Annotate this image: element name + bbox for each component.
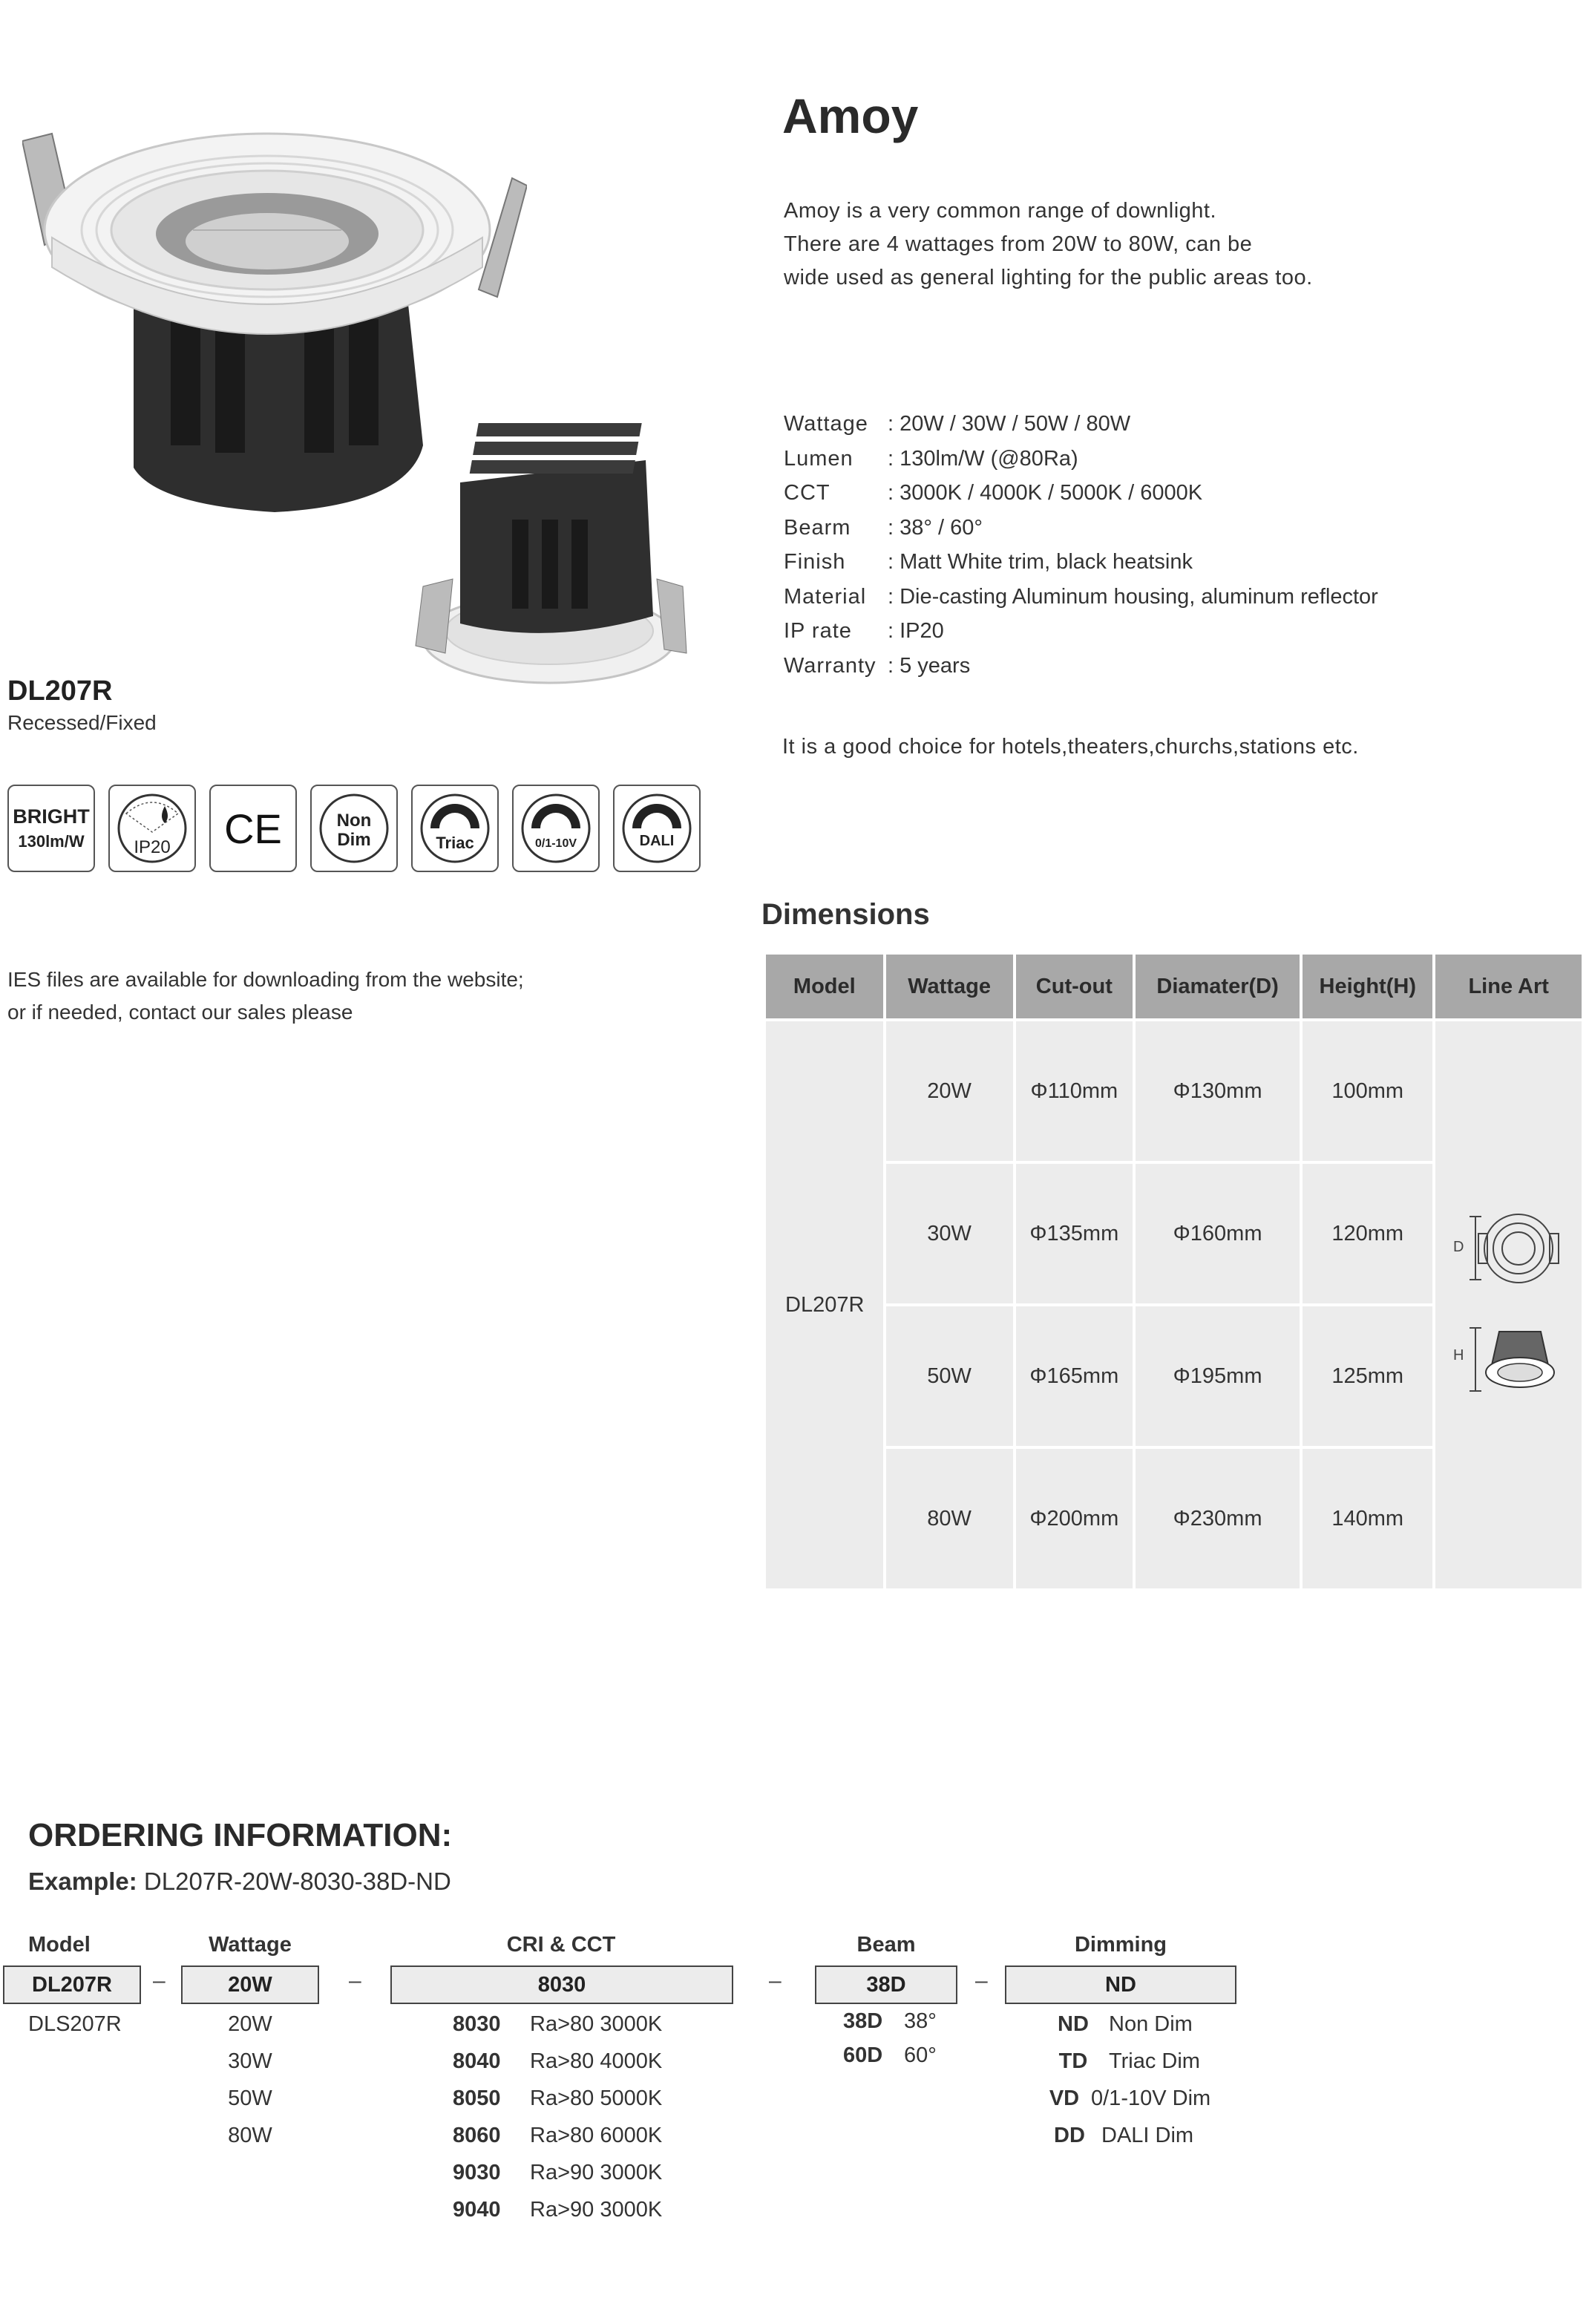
list-item: 80W: [228, 2124, 272, 2147]
spec-value: : Die-casting Aluminum housing, aluminum reflector: [888, 584, 1378, 609]
spec-row: [784, 614, 1378, 649]
cri-cct-options: [453, 2006, 662, 2228]
spec-value: : 130lm/W (@80Ra): [888, 446, 1078, 471]
dimming-column-header: Dimming: [1074, 1933, 1167, 1957]
downlight-back-image: [401, 401, 698, 698]
column-header: Line Art: [1435, 955, 1582, 1018]
lineart-d-label: D: [1452, 1239, 1464, 1255]
dimming-select-box[interactable]: ND: [1005, 1965, 1236, 2004]
dali-label: DALI: [639, 833, 675, 849]
cri-cct-select-box[interactable]: 8030: [390, 1965, 733, 2004]
dimmer-arc-icon: [430, 804, 479, 828]
list-item: 20W: [228, 2012, 272, 2036]
diameter-cell: Φ130mm: [1136, 1021, 1300, 1161]
option-code: 8060: [453, 2124, 501, 2147]
beam-column-header: Beam: [856, 1933, 916, 1957]
option-code: VD: [1049, 2086, 1080, 2110]
dimmer-arc-icon: [632, 804, 681, 828]
zero-ten-v-badge: [512, 785, 600, 872]
ip-label: IP20: [134, 837, 171, 857]
spec-key: Bearm: [784, 515, 851, 540]
column-header: Diamater(D): [1136, 955, 1300, 1018]
option-desc: 0/1-10V Dim: [1091, 2086, 1211, 2110]
ip20-badge: [108, 785, 196, 872]
list-item: [1038, 2043, 1210, 2080]
option-code: 8050: [453, 2086, 501, 2110]
dali-badge: [613, 785, 701, 872]
dimensions-table: [763, 952, 1585, 1591]
option-code: 60D: [843, 2043, 883, 2067]
intro-line: Amoy is a very common range of downlight.: [784, 199, 1217, 223]
list-item: [453, 2043, 662, 2080]
non-dim-line2: Dim: [337, 830, 371, 850]
list-item: [1038, 2006, 1210, 2043]
example-value: DL207R-20W-8030-38D-ND: [143, 1868, 451, 1895]
column-header: Model: [766, 955, 883, 1018]
mounting-type: Recessed/Fixed: [7, 711, 157, 734]
ordering-example: [28, 1868, 451, 1896]
product-title: Amoy: [782, 88, 919, 143]
ce-mark-icon: CE: [224, 805, 282, 852]
diameter-cell: Φ195mm: [1136, 1306, 1300, 1446]
wattage-cell: 50W: [886, 1306, 1013, 1446]
option-code: 38D: [843, 2009, 883, 2033]
droplet-icon: [162, 806, 168, 823]
list-item: [1038, 2080, 1210, 2117]
cutout-cell: Φ200mm: [1016, 1449, 1133, 1588]
beam-options: [843, 2004, 937, 2072]
wattage-options: [181, 2006, 319, 2154]
list-item: [453, 2080, 662, 2117]
spec-key: IP rate: [784, 619, 852, 643]
option-desc: Ra>80 5000K: [530, 2086, 663, 2110]
spec-key: Finish: [784, 550, 846, 574]
spec-row: [784, 511, 1378, 546]
option-desc: 38°: [904, 2009, 937, 2033]
cutout-cell: Φ110mm: [1016, 1021, 1133, 1161]
spec-list: [784, 407, 1378, 683]
spec-row: [784, 407, 1378, 442]
column-header: Height(H): [1303, 955, 1432, 1018]
dimmer-arc-icon: [531, 804, 580, 828]
spec-value: : Matt White trim, black heatsink: [888, 550, 1193, 574]
spec-key: Wattage: [784, 412, 868, 436]
option-desc: Ra>80 3000K: [530, 2012, 663, 2036]
list-item: 30W: [228, 2049, 272, 2073]
ies-note: [7, 963, 524, 1029]
list-item: [453, 2006, 662, 2043]
model-options: [28, 2006, 122, 2043]
option-code: ND: [1058, 2012, 1089, 2036]
wattage-cell: 30W: [886, 1164, 1013, 1303]
spec-key: Material: [784, 584, 867, 609]
list-item: [1038, 2117, 1210, 2154]
height-cell: 140mm: [1303, 1449, 1432, 1588]
list-item: DLS207R: [28, 2012, 122, 2036]
height-cell: 125mm: [1303, 1306, 1432, 1446]
lineart-h-label: H: [1452, 1347, 1464, 1364]
ordering-title: ORDERING INFORMATION:: [28, 1817, 453, 1853]
spec-row: [784, 649, 1378, 684]
spec-row: [784, 580, 1378, 615]
separator-dash: –: [769, 1968, 782, 1993]
option-code: 8040: [453, 2049, 501, 2073]
example-label: Example:: [28, 1868, 137, 1895]
top-view-icon: [1484, 1214, 1553, 1283]
cutout-cell: Φ165mm: [1016, 1306, 1133, 1446]
cri-cct-column-header: CRI & CCT: [506, 1933, 616, 1957]
wattage-cell: 80W: [886, 1449, 1013, 1588]
beam-select-box[interactable]: 38D: [815, 1965, 957, 2004]
list-item: [843, 2038, 937, 2072]
wattage-cell: 20W: [886, 1021, 1013, 1161]
option-desc: Ra>80 4000K: [530, 2049, 663, 2073]
spec-row: [784, 442, 1378, 477]
line-art-cell: [1435, 1021, 1582, 1588]
option-code: TD: [1058, 2049, 1088, 2073]
wattage-column-header: Wattage: [209, 1933, 292, 1957]
spec-value: : 20W / 30W / 50W / 80W: [888, 412, 1131, 436]
model-cell: DL207R: [766, 1021, 883, 1588]
ce-badge: [209, 785, 297, 872]
option-desc: Ra>80 6000K: [530, 2124, 663, 2147]
spec-value: : 38° / 60°: [888, 515, 983, 540]
product-intro: [784, 194, 1313, 295]
spec-value: : 3000K / 4000K / 5000K / 6000K: [888, 481, 1203, 505]
non-dim-badge: [310, 785, 398, 872]
option-code: 9040: [453, 2198, 501, 2222]
spec-row: [784, 476, 1378, 511]
wattage-select-box[interactable]: 20W: [181, 1965, 319, 2004]
separator-dash: –: [975, 1968, 988, 1993]
option-desc: Ra>90 3000K: [530, 2198, 663, 2222]
option-desc: Non Dim: [1109, 2012, 1193, 2036]
dimensions-title: Dimensions: [761, 898, 930, 931]
option-code: 9030: [453, 2161, 501, 2184]
diameter-cell: Φ160mm: [1136, 1164, 1300, 1303]
non-dim-line1: Non: [336, 811, 372, 831]
list-item: 50W: [228, 2086, 272, 2110]
height-cell: 100mm: [1303, 1021, 1432, 1161]
spec-key: CCT: [784, 481, 830, 505]
list-item: [453, 2154, 662, 2191]
column-header: Cut-out: [1016, 955, 1133, 1018]
diameter-cell: Φ230mm: [1136, 1449, 1300, 1588]
ies-note-line: or if needed, contact our sales please: [7, 1001, 353, 1024]
intro-line: There are 4 wattages from 20W to 80W, can be: [784, 232, 1253, 256]
spec-row: [784, 545, 1378, 580]
product-tagline: It is a good choice for hotels,theaters,churchs,stations etc.: [782, 735, 1359, 759]
option-code: 8030: [453, 2012, 501, 2036]
separator-dash: –: [153, 1968, 166, 1993]
ies-note-line: IES files are available for downloading from the website;: [7, 968, 524, 991]
option-code: DD: [1054, 2124, 1085, 2147]
zero-ten-v-label: 0/1-10V: [534, 837, 577, 850]
table-row: [766, 1021, 1582, 1161]
option-desc: 60°: [904, 2043, 937, 2067]
intro-line: wide used as general lighting for the public areas too.: [784, 266, 1313, 289]
bright-value: 130lm/W: [18, 832, 85, 851]
list-item: [843, 2004, 937, 2038]
column-header: Wattage: [886, 955, 1013, 1018]
bright-badge: [7, 785, 95, 872]
list-item: [453, 2191, 662, 2228]
option-desc: Ra>90 3000K: [530, 2161, 663, 2184]
triac-label: Triac: [436, 834, 474, 852]
option-desc: Triac Dim: [1109, 2049, 1200, 2073]
option-desc: DALI Dim: [1101, 2124, 1194, 2147]
bright-label: BRIGHT: [13, 805, 90, 828]
triac-badge: [411, 785, 499, 872]
spec-value: : 5 years: [888, 653, 971, 678]
model-column-header: Model: [28, 1933, 91, 1957]
product-code: DL207R: [7, 675, 113, 707]
dimming-options: [1038, 2006, 1210, 2154]
spec-key: Lumen: [784, 446, 854, 471]
spec-value: : IP20: [888, 619, 944, 643]
model-select-box[interactable]: DL207R: [3, 1965, 141, 2004]
separator-dash: –: [349, 1968, 361, 1993]
cutout-cell: Φ135mm: [1016, 1164, 1133, 1303]
table-header-row: [766, 955, 1582, 1018]
line-art-drawing: [1446, 1205, 1572, 1398]
spec-key: Warranty: [784, 653, 877, 678]
height-cell: 120mm: [1303, 1164, 1432, 1303]
list-item: [453, 2117, 662, 2154]
